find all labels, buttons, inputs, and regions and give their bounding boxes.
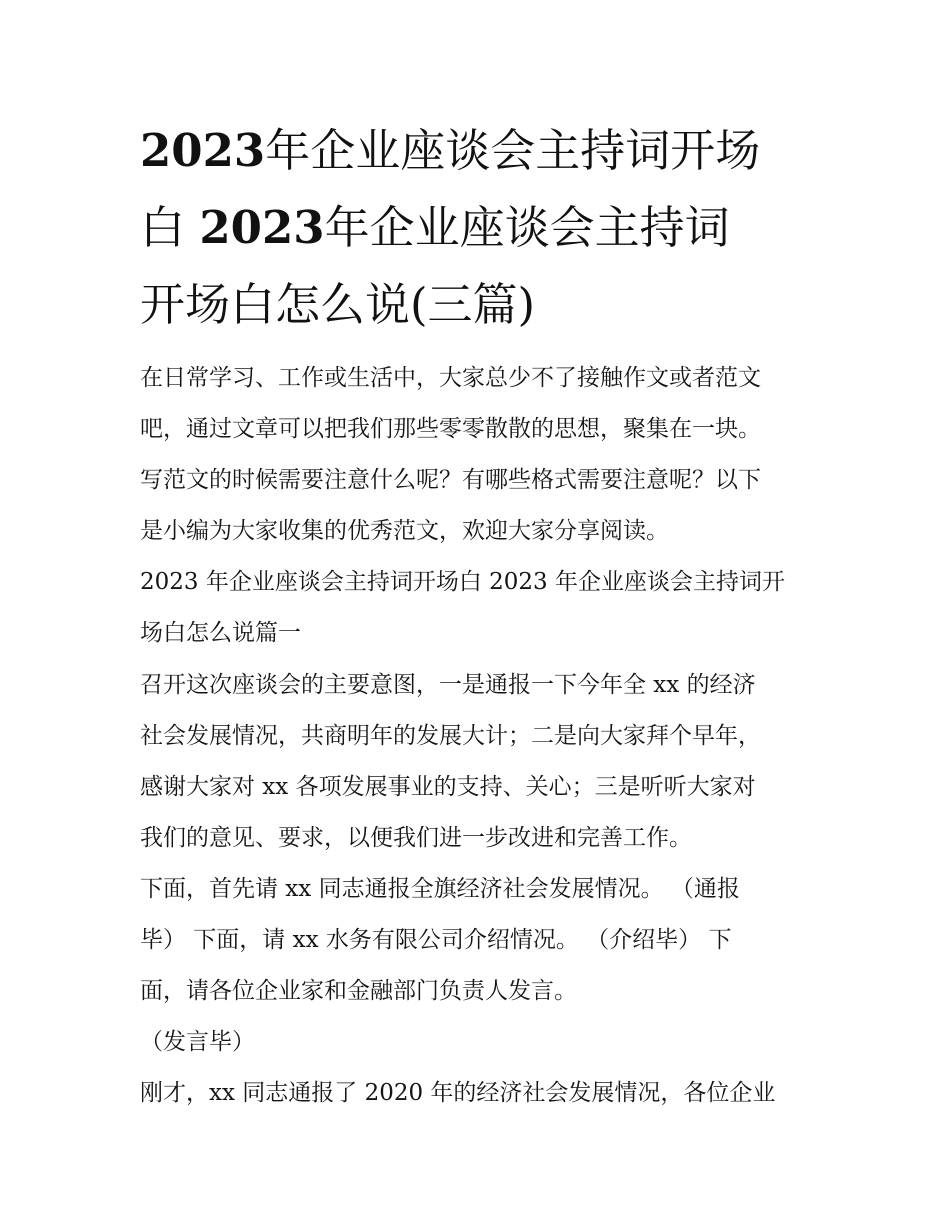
- body-line-3: 写范文的时候需要注意什么呢？有哪些格式需要注意呢？以下: [140, 467, 761, 493]
- body-line-1: 在日常学习、工作或生活中，大家总少不了接触作文或者范文: [140, 365, 761, 391]
- body-line-12: 毕） 下面，请 xx 水务有限公司介绍情况。 （介绍毕） 下: [140, 927, 732, 953]
- title-text-3: 开场白怎么说(三篇): [140, 278, 536, 331]
- document-title: [140, 112, 820, 343]
- section-heading-line-1: 2023 年企业座谈会主持词开场白 2023 年企业座谈会主持词开: [140, 569, 785, 595]
- body-line-11: 下面，首先请 xx 同志通报全旗经济社会发展情况。 （通报: [140, 876, 740, 902]
- body-line-15: 刚才，xx 同志通报了 2020 年的经济社会发展情况，各位企业: [140, 1080, 776, 1106]
- body-line-4: 是小编为大家收集的优秀范文，欢迎大家分享阅读。: [140, 518, 669, 544]
- title-year-1: 2023: [140, 124, 266, 177]
- body-line-7: 召开这次座谈会的主要意图，一是通报一下今年全 xx 的经济: [140, 672, 756, 698]
- title-year-2: 2023: [199, 201, 325, 254]
- body-line-9: 感谢大家对 xx 各项发展事业的支持、关心；三是听听大家对: [140, 774, 756, 800]
- body-line-10: 我们的意见、要求，以便我们进一步改进和完善工作。: [140, 825, 692, 851]
- body-line-2: 吧，通过文章可以把我们那些零零散散的思想，聚集在一块。: [140, 416, 761, 442]
- body-line-13: 面，请各位企业家和金融部门负责人发言。: [140, 978, 577, 1004]
- body-line-8: 社会发展情况，共商明年的发展大计；二是向大家拜个早年，: [140, 723, 761, 749]
- title-prefix-2: 白: [140, 201, 186, 254]
- body-line-14: （发言毕）: [140, 1029, 255, 1055]
- title-text-2: 年企业座谈会主持词: [324, 201, 730, 254]
- title-text-1: 年企业座谈会主持词开场: [265, 124, 761, 177]
- section-heading-line-2: 场白怎么说篇一: [140, 620, 301, 646]
